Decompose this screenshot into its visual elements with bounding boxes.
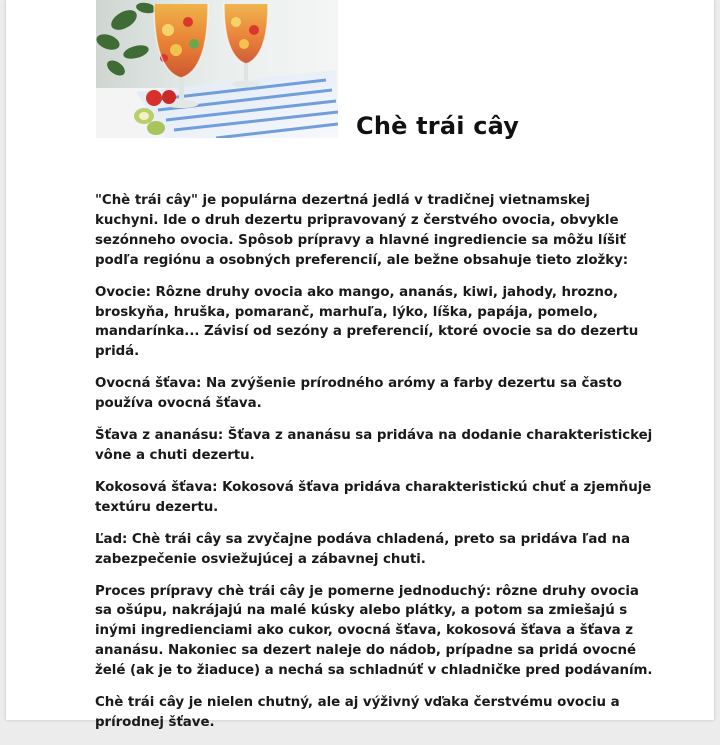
pineapple-juice-paragraph: Šťava z ananásu: Šťava z ananásu sa pridáva na dodanie charakteristickej vône a chuti dezertu. <box>95 428 653 463</box>
dessert-photo <box>96 0 338 138</box>
document-page <box>6 0 714 730</box>
page-title: Chè trái cây <box>356 112 520 140</box>
fruit-paragraph: Ovocie: Rôzne druhy ovocia ako mango, ananás, kiwi, jahody, hrozno, broskyňa, hruška, pomaranč, marhuľa, lýko, líška, papája, pomelo, mandarínka... Závisí od sezóny a preferencií, ktoré ovocie sa do dezertu pridá. <box>95 284 639 360</box>
preparation-paragraph: Proces prípravy chè trái cây je pomerne jednoduchý: rôzne druhy ovocia sa ošúpu, nakrájajú na malé kúsky alebo plátky, a potom sa zmiešajú s inými ingredienciami ako cukor, ovocná šťava, kokosová šťava a šťava z ananásu. Nakoniec sa dezert naleje do nádob, prípadne sa pridá ovocné želé (ak je to žiaduce) a nechá sa schladnúť v chladničke pred podávaním. <box>95 583 653 679</box>
ice-paragraph: Ľad: Chè trái cây sa zvyčajne podáva chladená, preto sa pridáva ľad na zabezpečenie osviežujúcej a zábavnej chuti. <box>95 531 630 567</box>
intro-paragraph: "Chè trái cây" je populárna dezertná jedlá v tradičnej vietnamskej kuchyni. Ide o druh dezertu pripravovaný z čerstvého ovocia, obvykle sezónneho ovocia. Spôsob prípravy a hlavné ingrediencie sa môžu líšiť podľa regiónu a osobných preferencií, ale bežne obsahuje tieto zložky: <box>95 193 629 268</box>
conclusion-paragraph: Chè trái cây je nielen chutný, ale aj výživný vďaka čerstvému ovociu a prírodnej šťave. <box>95 695 620 730</box>
fruit-juice-paragraph: Ovocná šťava: Na zvýšenie prírodného arómy a farby dezertu sa často používa ovocná šťava. <box>95 376 622 412</box>
article-body <box>95 191 655 745</box>
coconut-juice-paragraph: Kokosová šťava: Kokosová šťava pridáva charakteristickú chuť a zjemňuje textúru dezertu. <box>95 479 652 515</box>
